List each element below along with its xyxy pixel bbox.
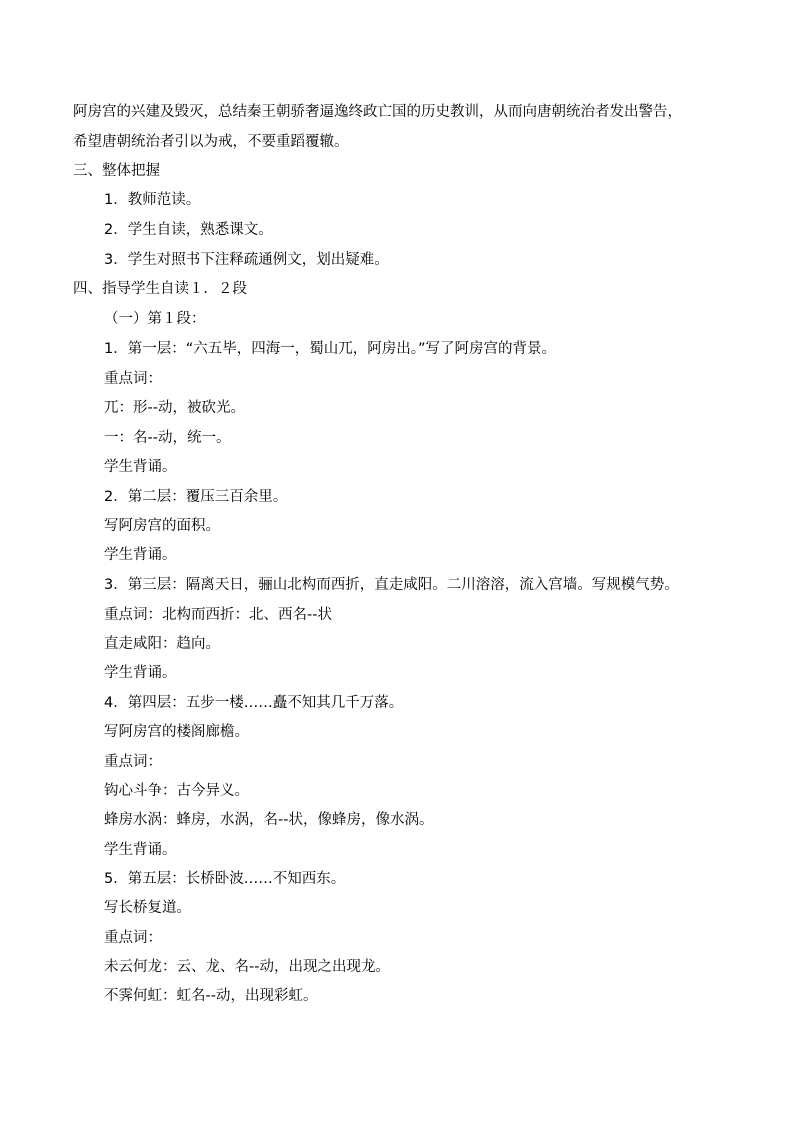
text-line: 蜂房水涡：蜂房，水涡，名--状，像蜂房，像水涡。	[104, 812, 434, 828]
text-line: 1．第一层：“六五毕，四海一，蜀山兀，阿房出。”写了阿房宫的背景。	[104, 341, 556, 357]
text-line: 学生背诵。	[104, 459, 177, 475]
text-line: 5．第五层：长桥卧波……不知西东。	[104, 871, 346, 887]
subsection-heading: （一）第１段：	[104, 311, 206, 327]
text-line: 重点词：北构而西折：北、西名--状	[104, 607, 332, 623]
text-line: 直走咸阳：趋向。	[104, 636, 220, 652]
text-line: 阿房宫的兴建及毁灭，总结秦王朝骄奢逼逸终政亡国的历史教训，从而向唐朝统治者发出警告，	[73, 104, 682, 120]
text-line: 重点词：	[104, 371, 162, 387]
text-line: 3．第三层：隔离天日，骊山北构而西折，直走咸阳。二川溶溶，流入宫墙。写规模气势。	[104, 577, 679, 593]
text-line: 学生背诵。	[104, 842, 177, 858]
text-line: 3．学生对照书下注释疏通例文，划出疑难。	[104, 252, 389, 268]
text-line: 未云何龙：云、龙、名--动，出现之出现龙。	[104, 959, 390, 975]
text-line: 2．学生自读，熟悉课文。	[104, 222, 273, 238]
text-line: 不霁何虹：虹名--动，出现彩虹。	[104, 988, 318, 1004]
section-heading: 三、整体把握	[73, 163, 160, 179]
text-line: 写阿房宫的面积。	[104, 518, 220, 534]
text-line: 1．教师范读。	[104, 192, 201, 208]
text-line: 希望唐朝统治者引以为戒，不要重蹈覆辙。	[73, 134, 349, 150]
text-line: 钩心斗争：古今异义。	[104, 783, 249, 799]
text-line: 学生背诵。	[104, 547, 177, 563]
text-line: 写阿房宫的楼阁廊檐。	[104, 724, 249, 740]
text-line: 重点词：	[104, 930, 162, 946]
text-line: 写长桥复道。	[104, 900, 191, 916]
text-line: 兀：形--动，被砍光。	[104, 400, 245, 416]
text-line: 重点词：	[104, 754, 162, 770]
text-line: 4．第四层：五步一楼……矗不知其几千万落。	[104, 695, 404, 711]
text-line: 一：名--动，统一。	[104, 430, 231, 446]
section-heading: 四、指导学生自读１．２段	[73, 281, 247, 297]
text-line: 学生背诵。	[104, 665, 177, 681]
text-line: 2．第二层：覆压三百余里。	[104, 489, 288, 505]
